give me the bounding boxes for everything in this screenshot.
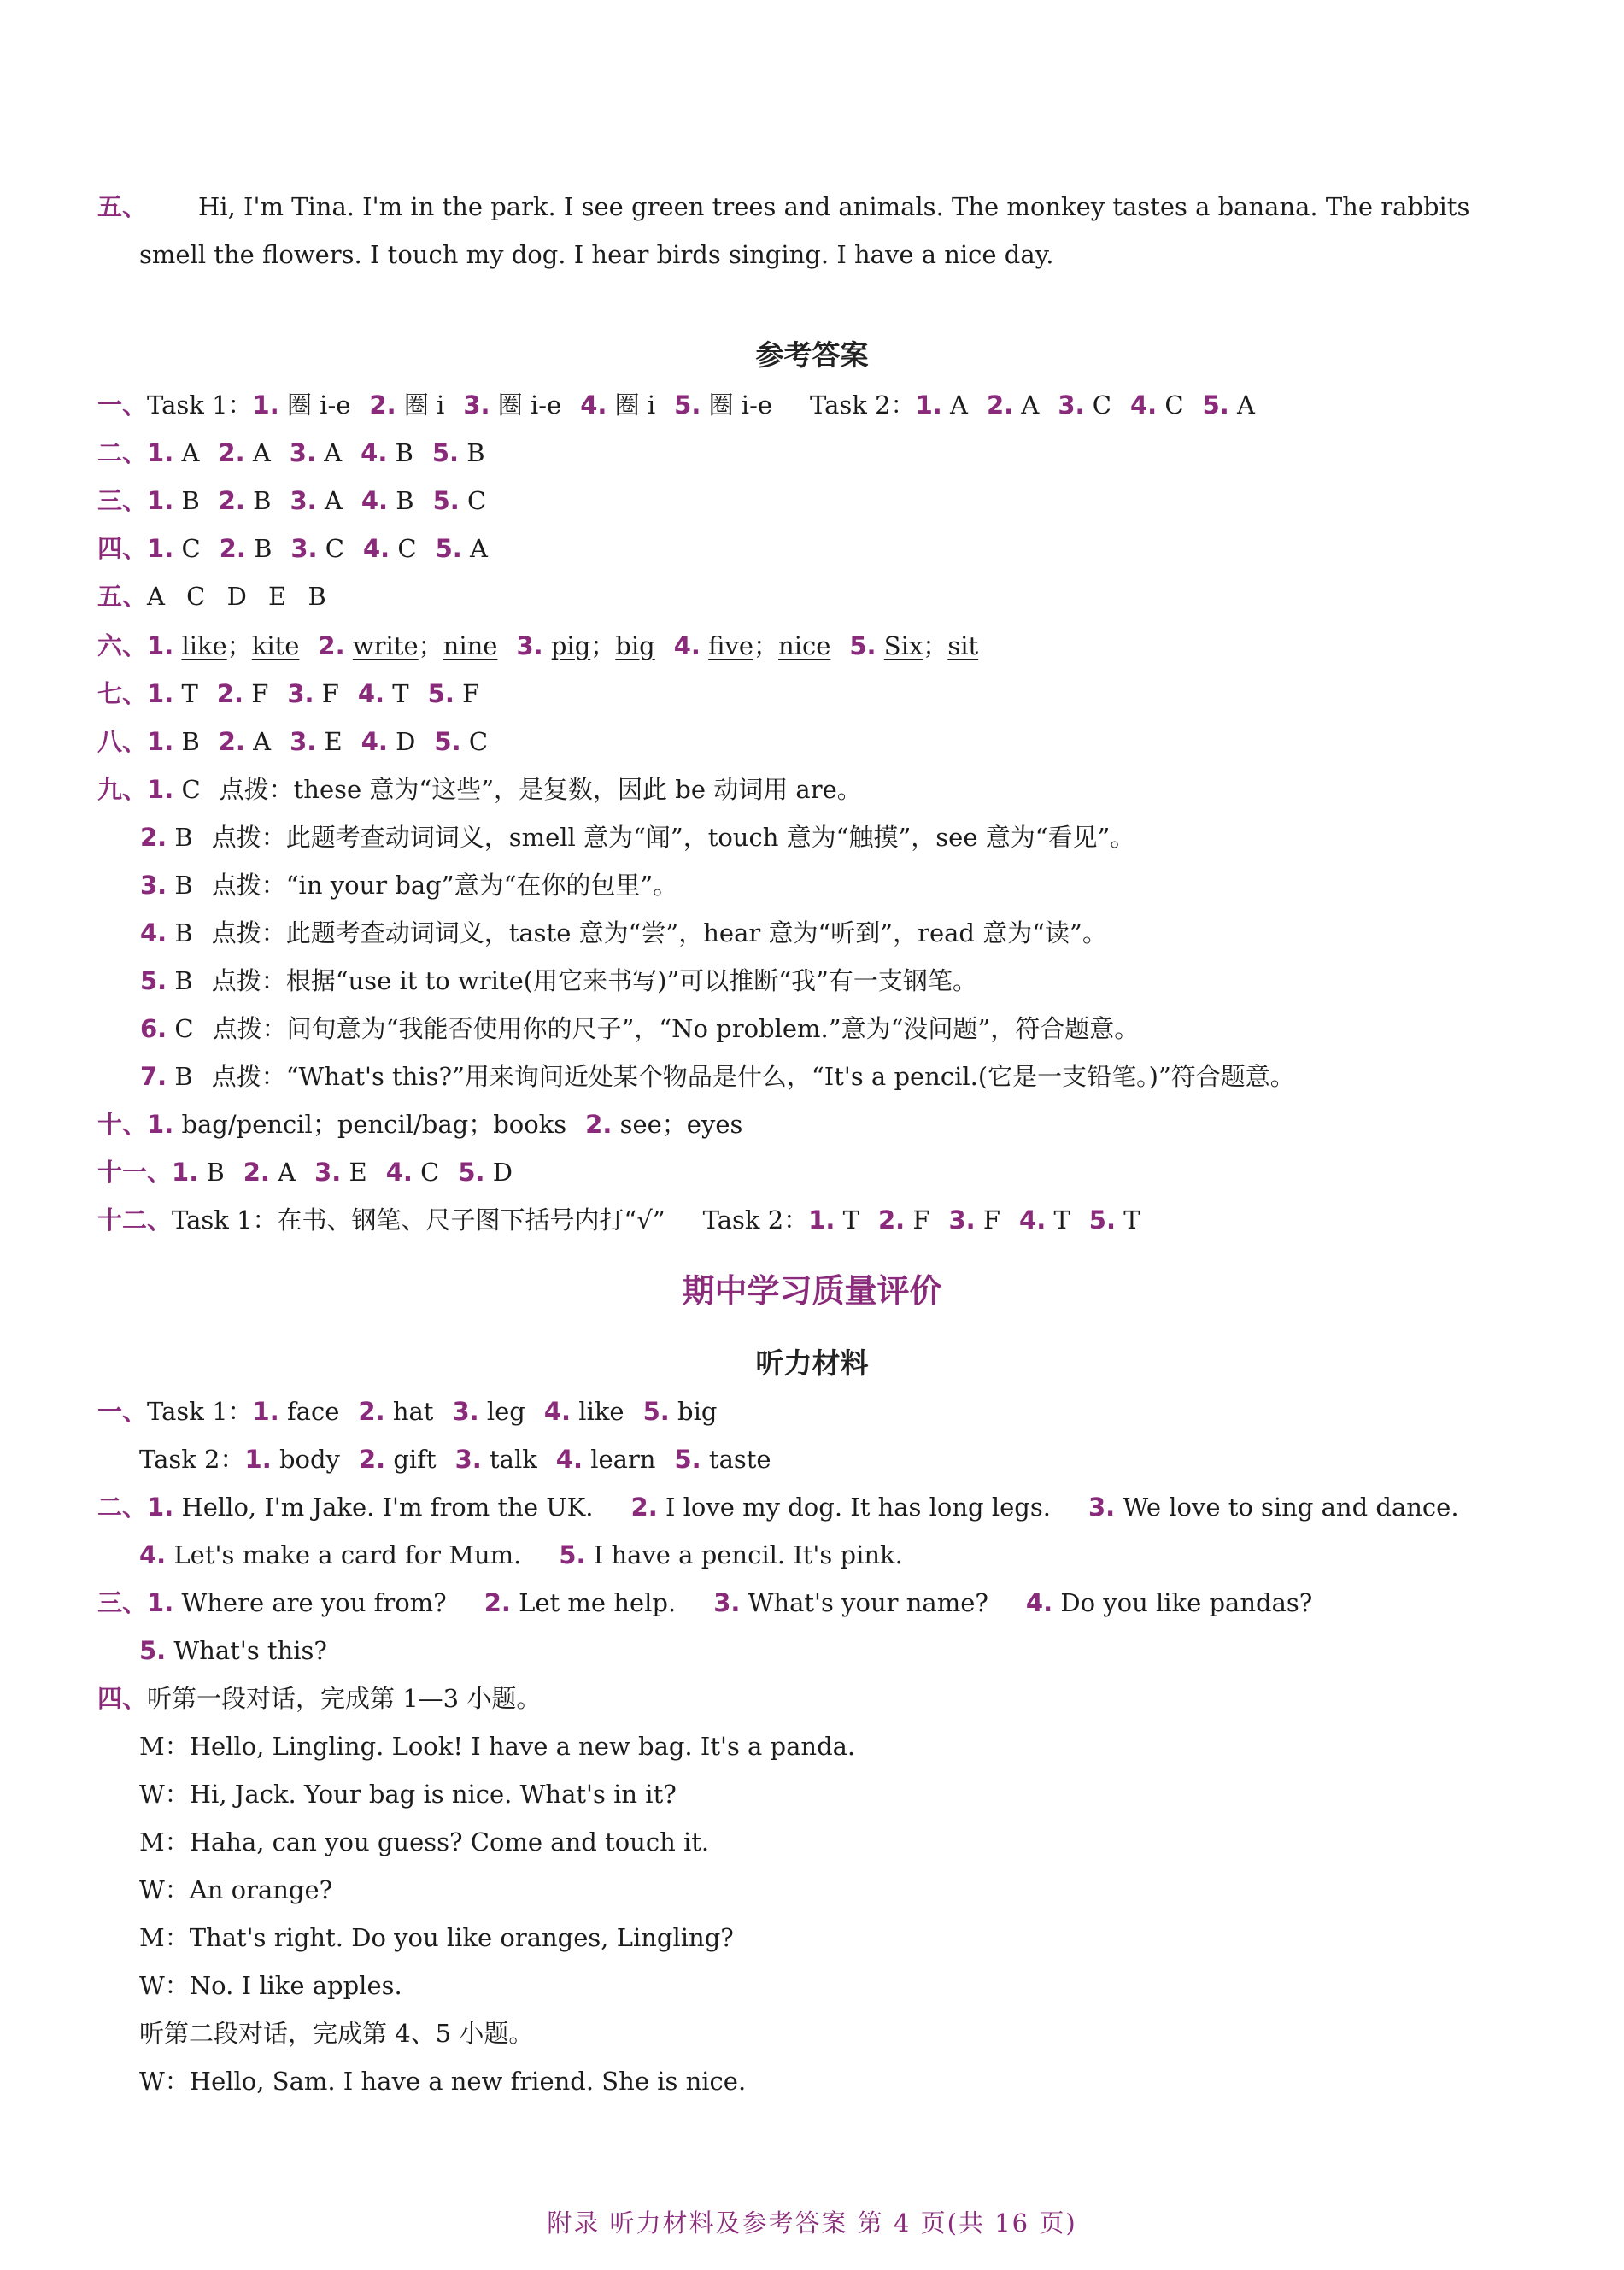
item-number: 2. [585,1110,613,1139]
page-footer: 附录 听力材料及参考答案 第 4 页(共 16 页) [547,2208,1077,2238]
item-number: 2. [318,631,345,660]
answer-word: write [352,631,419,660]
answer-value: C [420,1158,440,1187]
answer-value: B [174,823,193,852]
answer-q6 [97,627,1533,665]
answer-value: F [251,679,269,708]
item-number: 4. [361,438,388,467]
item-number: 2. [877,1205,906,1235]
question-number: 四、 [97,1684,148,1713]
dialog-line: M：Haha, can you guess? Come and touch it. [139,1827,710,1856]
word: big [677,1397,718,1426]
item-number: 2. [986,390,1014,419]
answer-value: C [181,775,201,804]
answer-q9-7 [97,1058,1575,1095]
answer-tip: 点拨：“What's this?”用来询问近处某个物品是什么，“It's a pencil.(它是一支铅笔。)”符合题意。 [211,1062,1295,1091]
item-number: 3. [287,679,314,708]
item-number: 3. [454,1445,482,1474]
answer-value: 圈 i-e [286,390,351,419]
item-number: 1. [915,390,942,419]
question-number: 二、 [97,438,148,467]
item-number: 5. [674,390,701,419]
listening-q3-line2 [139,1632,1574,1669]
task-label: Task 1：在书、钢笔、尺子图下括号内打“√” [172,1205,665,1235]
answer-tip: 点拨：问句意为“我能否使用你的尺子”，“No problem.”意为“没问题”，符合题意。 [212,1014,1140,1043]
answer-value: T [392,679,409,708]
answer-value: T [181,679,198,708]
question-number: 一、 [97,1397,148,1426]
dialog-intro: 听第一段对话，完成第 1—3 小题。 [147,1684,542,1713]
word: taste [708,1445,771,1474]
question-number: 三、 [97,1588,148,1617]
answer-value: see；eyes [619,1110,743,1139]
answer-value: A [278,1158,296,1187]
question-number: 四、 [97,534,148,563]
answer-value: C [467,486,487,515]
answer-value: T [842,1205,859,1235]
passage-text: smell the flowers. I touch my dog. I hear birds singing. I have a nice day. [139,240,1054,269]
item-number: 1. [147,1588,174,1617]
separator: ； [226,631,252,660]
question-number: 九、 [97,775,148,804]
answer-value: B [396,486,414,515]
item-number: 4. [580,390,607,419]
answer-q11 [97,1153,1533,1191]
answer-value: A [181,438,200,467]
item-number: 5. [674,1445,701,1474]
answer-value: C [174,1014,194,1043]
item-number: 1. [147,486,174,515]
sentence: Let me help. [519,1588,677,1617]
item-number: 4. [1025,1588,1053,1617]
answer-word: five [708,631,753,660]
item-number: 4. [555,1445,583,1474]
answer-value: A [253,727,272,756]
question-number: 十一、 [97,1158,173,1187]
word: like [578,1397,624,1426]
answer-value: D [396,727,416,756]
item-number: 1. [147,438,174,467]
answer-q9-2 [97,818,1575,856]
item-number: 3. [314,1158,342,1187]
answer-value: A [470,534,488,563]
answer-value: B [206,1158,225,1187]
item-number: 2. [358,1445,386,1474]
item-number: 2. [484,1588,511,1617]
section-number: 五、 [97,192,148,221]
answer-value: 圈 i [614,390,656,419]
question-number: 十二、 [97,1205,173,1235]
answer-value: F [912,1205,930,1235]
answer-q9-6 [97,1010,1575,1047]
sentence: I have a pencil. It's pink. [593,1540,903,1569]
item-number: 5. [1202,390,1229,419]
item-number: 2. [218,727,245,756]
item-number: 5. [849,631,876,660]
answer-value: A [324,438,343,467]
question-number: 六、 [97,631,148,660]
answer-word: kite [251,631,300,660]
answer-value: bag/pencil；pencil/bag；books [181,1110,567,1139]
answer-value: E [324,727,343,756]
answer-value: 圈 i [403,390,445,419]
answer-value: B [181,486,200,515]
answer-value: 圈 i-e [497,390,562,419]
item-number: 7. [140,1062,167,1091]
task-label: Task 1： [147,1397,253,1426]
dialog-line: W：Hello, Sam. I have a new friend. She is nice. [139,2067,747,2096]
task-label: Task 2： [702,1205,809,1235]
item-number: 6. [140,1014,167,1043]
item-number: 5. [458,1158,485,1187]
item-number: 5. [431,438,460,467]
dialog-line: M：That's right. Do you like oranges, Lingling? [139,1923,734,1952]
sentence: Where are you from? [181,1588,447,1617]
listening-title: 听力材料 [755,1346,869,1380]
item-number: 5. [427,679,454,708]
item-number: 3. [452,1397,479,1426]
item-number: 3. [290,486,317,515]
item-number: 3. [1088,1493,1116,1522]
item-number: 1. [252,390,279,419]
answer-value: A [1236,390,1255,419]
answer-q1 [97,386,1533,424]
item-number: 2. [140,823,167,852]
item-number: 3. [463,390,490,419]
top-passage-line1 [97,188,1533,226]
item-number: 4. [357,679,385,708]
answer-q4 [97,530,1533,567]
answer-value: F [982,1205,1001,1235]
answer-q10 [97,1106,1533,1143]
item-number: 2. [630,1493,658,1522]
item-number: 2. [243,1158,270,1187]
sentence: What's your name? [748,1588,988,1617]
item-number: 2. [216,679,243,708]
word: leg [486,1397,525,1426]
answer-tip: 点拨：“in your bag”意为“在你的包里”。 [211,871,678,900]
item-number: 3. [948,1205,976,1235]
item-number: 1. [147,727,174,756]
answer-word: Six [883,631,923,660]
answer-value: B [395,438,413,467]
item-number: 4. [1019,1205,1047,1235]
item-number: 1. [808,1205,835,1235]
answer-value: T [1123,1205,1140,1235]
word: gift [393,1445,437,1474]
separator: ； [753,631,779,660]
item-number: 1. [147,775,174,804]
answer-value: C [468,727,489,756]
answer-value: B [466,438,485,467]
item-number: 4. [139,1540,167,1569]
answer-value: B [254,534,273,563]
separator: ； [590,631,616,660]
item-number: 5. [559,1540,586,1569]
item-number: 5. [435,534,462,563]
answer-value: C [397,534,417,563]
item-number: 5. [642,1397,670,1426]
passage-text: Hi, I'm Tina. I'm in the park. I see green trees and animals. The monkey tastes a banana. The rabbits [198,192,1470,221]
item-number: 2. [358,1397,385,1426]
answer-value: C [1092,390,1111,419]
item-number: 5. [139,1636,167,1665]
item-number: 4. [363,534,390,563]
answer-tip: 点拨：此题考查动词词义，smell 意为“闻”，touch 意为“触摸”，see 意为“看见”。 [211,823,1135,852]
answer-q9-1 [97,771,1533,808]
item-number: 5. [140,966,167,995]
answer-tip: 点拨：此题考查动词词义，taste 意为“尝”，hear 意为“听到”，read 意为“读”。 [211,918,1107,947]
item-number: 1. [147,1110,174,1139]
answer-q9-5 [97,962,1575,1000]
item-number: 1. [147,534,174,563]
item-number: 3. [713,1588,741,1617]
separator: ； [418,631,443,660]
dialog-line: W：Hi, Jack. Your bag is nice. What's in it? [139,1780,677,1809]
sentence: We love to sing and dance. [1123,1493,1459,1522]
item-number: 5. [432,486,460,515]
item-number: 2. [218,486,245,515]
answer-q9-3 [97,866,1575,904]
dialog-line: W：An orange? [139,1875,333,1904]
item-number: 4. [140,918,167,947]
listening-q1-task1 [97,1393,1533,1430]
answer-value: T [1053,1205,1070,1235]
dialog-intro: 听第二段对话，完成第 4、5 小题。 [139,2019,534,2048]
sentence: Hello, I'm Jake. I'm from the UK. [181,1493,594,1522]
task-label: Task 2： [139,1445,245,1474]
word: hat [392,1397,434,1426]
item-number: 1. [244,1445,272,1474]
answer-value: B [174,1062,193,1091]
answer-value: A C D E B [147,582,326,611]
question-number: 三、 [97,486,148,515]
item-number: 1. [147,679,174,708]
answer-tip: 点拨：根据“use it to write(用它来书写)”可以推断“我”有一支钢笔。 [211,966,977,995]
word: learn [590,1445,656,1474]
task-label: Task 1： [147,390,253,419]
word: face [286,1397,340,1426]
item-number: 3. [290,534,318,563]
item-number: 2. [219,534,246,563]
answers-title: 参考答案 [755,338,869,372]
item-number: 3. [140,871,167,900]
item-number: 4. [673,631,701,660]
listening-q2-line1 [97,1488,1533,1526]
sentence: Let's make a card for Mum. [173,1540,522,1569]
answer-q7 [97,675,1533,713]
answer-q2 [97,434,1533,472]
answer-value: B [174,871,193,900]
listening-q1-task2 [139,1440,1574,1478]
answer-value: A [1021,390,1040,419]
item-number: 5. [1088,1205,1116,1235]
item-number: 4. [1129,390,1158,419]
answer-q8 [97,723,1533,760]
answer-value: B [253,486,272,515]
answer-value: C [1164,390,1184,419]
answer-q3 [97,482,1533,519]
answer-value: E [349,1158,367,1187]
word: body [278,1445,340,1474]
item-number: 3. [289,438,316,467]
item-number: 4. [361,486,389,515]
top-passage-line2 [139,236,1574,273]
question-number: 五、 [97,582,148,611]
answer-value: C [181,534,201,563]
listening-q4-intro1 [97,1680,1533,1717]
listening-q3-line1 [97,1584,1533,1622]
answer-word: nice [778,631,831,660]
answer-value: A [324,486,343,515]
item-number: 3. [290,727,317,756]
answer-value: C [325,534,344,563]
question-number: 八、 [97,727,148,756]
question-number: 二、 [97,1493,148,1522]
answer-value: F [321,679,339,708]
answer-word: nine [443,631,498,660]
answer-value: D [492,1158,513,1187]
answer-word: sit [947,631,979,660]
answer-word: pig [550,631,591,660]
answer-word: big [615,631,655,660]
task-label: Task 2： [810,390,916,419]
item-number: 2. [218,438,245,467]
answer-value: A [949,390,968,419]
sentence: Do you like pandas? [1060,1588,1313,1617]
sentence: What's this? [173,1636,327,1665]
midterm-title: 期中学习质量评价 [682,1272,942,1310]
question-number: 七、 [97,679,148,708]
answer-tip: 点拨：these 意为“这些”，是复数，因此 be 动词用 are。 [219,775,862,804]
sentence: I love my dog. It has long legs. [665,1493,1051,1522]
item-number: 4. [543,1397,572,1426]
separator: ； [923,631,948,660]
item-number: 4. [361,727,388,756]
answer-value: A [252,438,271,467]
answer-q12 [97,1201,1533,1239]
dialog-line: M：Hello, Lingling. Look! I have a new bag. It's a panda. [139,1732,856,1761]
item-number: 3. [516,631,543,660]
item-number: 1. [147,631,174,660]
question-number: 十、 [97,1110,148,1139]
answer-value: 圈 i-e [708,390,773,419]
answer-q9-4 [97,914,1575,952]
item-number: 1. [252,1397,279,1426]
answer-value: F [462,679,480,708]
answer-word: like [181,631,227,660]
answer-value: B [181,727,200,756]
item-number: 3. [1058,390,1085,419]
answer-q5 [97,578,1533,615]
item-number: 2. [369,390,396,419]
item-number: 1. [172,1158,199,1187]
item-number: 1. [147,1493,174,1522]
item-number: 4. [385,1158,413,1187]
question-number: 一、 [97,390,148,419]
answer-value: B [174,918,193,947]
dialog-line: W：No. I like apples. [139,1971,402,2000]
listening-q2-line2 [139,1536,1574,1574]
answer-value: B [174,966,193,995]
item-number: 5. [434,727,461,756]
word: talk [490,1445,537,1474]
